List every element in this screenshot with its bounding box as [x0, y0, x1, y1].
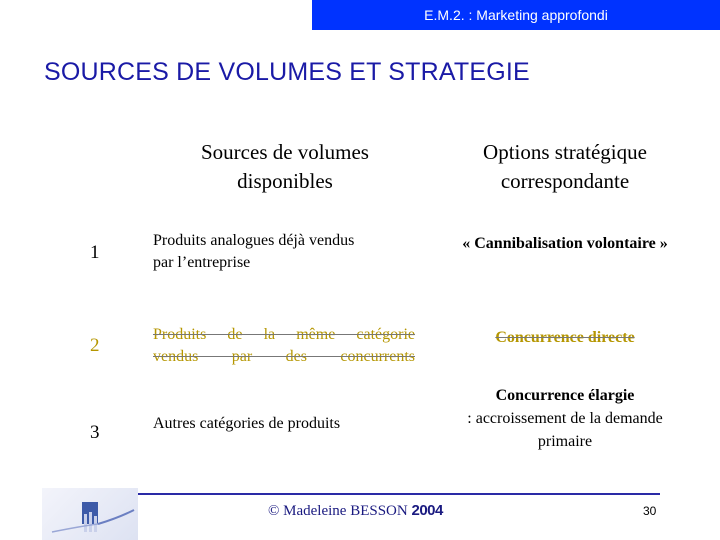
- row-source-line2: vendus par des concurrents: [153, 348, 415, 365]
- column-header-options-line2: correspondante: [500, 169, 630, 193]
- course-title: E.M.2. : Marketing approfondi: [424, 7, 608, 23]
- row-number: 3: [90, 422, 100, 443]
- course-header-bar: [312, 0, 720, 30]
- row-source: [153, 413, 415, 435]
- row-source-line1: Produits de la même catégorie: [153, 326, 415, 343]
- row-strategy: « Cannibalisation volontaire »: [462, 235, 668, 252]
- row-strategy-line2: : accroissement de la demande: [467, 410, 663, 427]
- row-strategy: [430, 384, 700, 453]
- column-header-sources-line1: Sources de volumes: [201, 140, 369, 164]
- row-strategy: Concurrence directe: [495, 329, 635, 346]
- row-source-line1: Produits analogues déjà vendus: [153, 232, 355, 249]
- row-source-line2: par l’entreprise: [153, 254, 251, 271]
- column-header-options: [445, 138, 685, 196]
- column-header-options-line1: Options stratégique: [483, 140, 647, 164]
- slide-title: SOURCES DE VOLUMES ET STRATEGIE: [44, 58, 530, 86]
- row-number: 1: [90, 242, 100, 263]
- row-strategy-line1: Concurrence élargie: [495, 387, 635, 404]
- page-number: 30: [643, 504, 657, 518]
- footer-divider: [138, 493, 660, 495]
- institution-logo: [42, 488, 138, 540]
- row-source: [153, 230, 415, 274]
- copyright-symbol: ©: [268, 503, 280, 519]
- row-source: [153, 324, 415, 368]
- row-number: 2: [90, 335, 100, 356]
- row-source-line1: Autres catégories de produits: [153, 415, 341, 432]
- column-header-sources-line2: disponibles: [237, 169, 333, 193]
- column-header-sources: [170, 138, 400, 196]
- institution-logo-icon: [42, 488, 138, 540]
- row-strategy-line3: primaire: [537, 433, 593, 450]
- footer-author: Madeleine BESSON: [283, 503, 408, 519]
- footer-year: 2004: [411, 502, 443, 519]
- footer-copyright: [268, 502, 443, 520]
